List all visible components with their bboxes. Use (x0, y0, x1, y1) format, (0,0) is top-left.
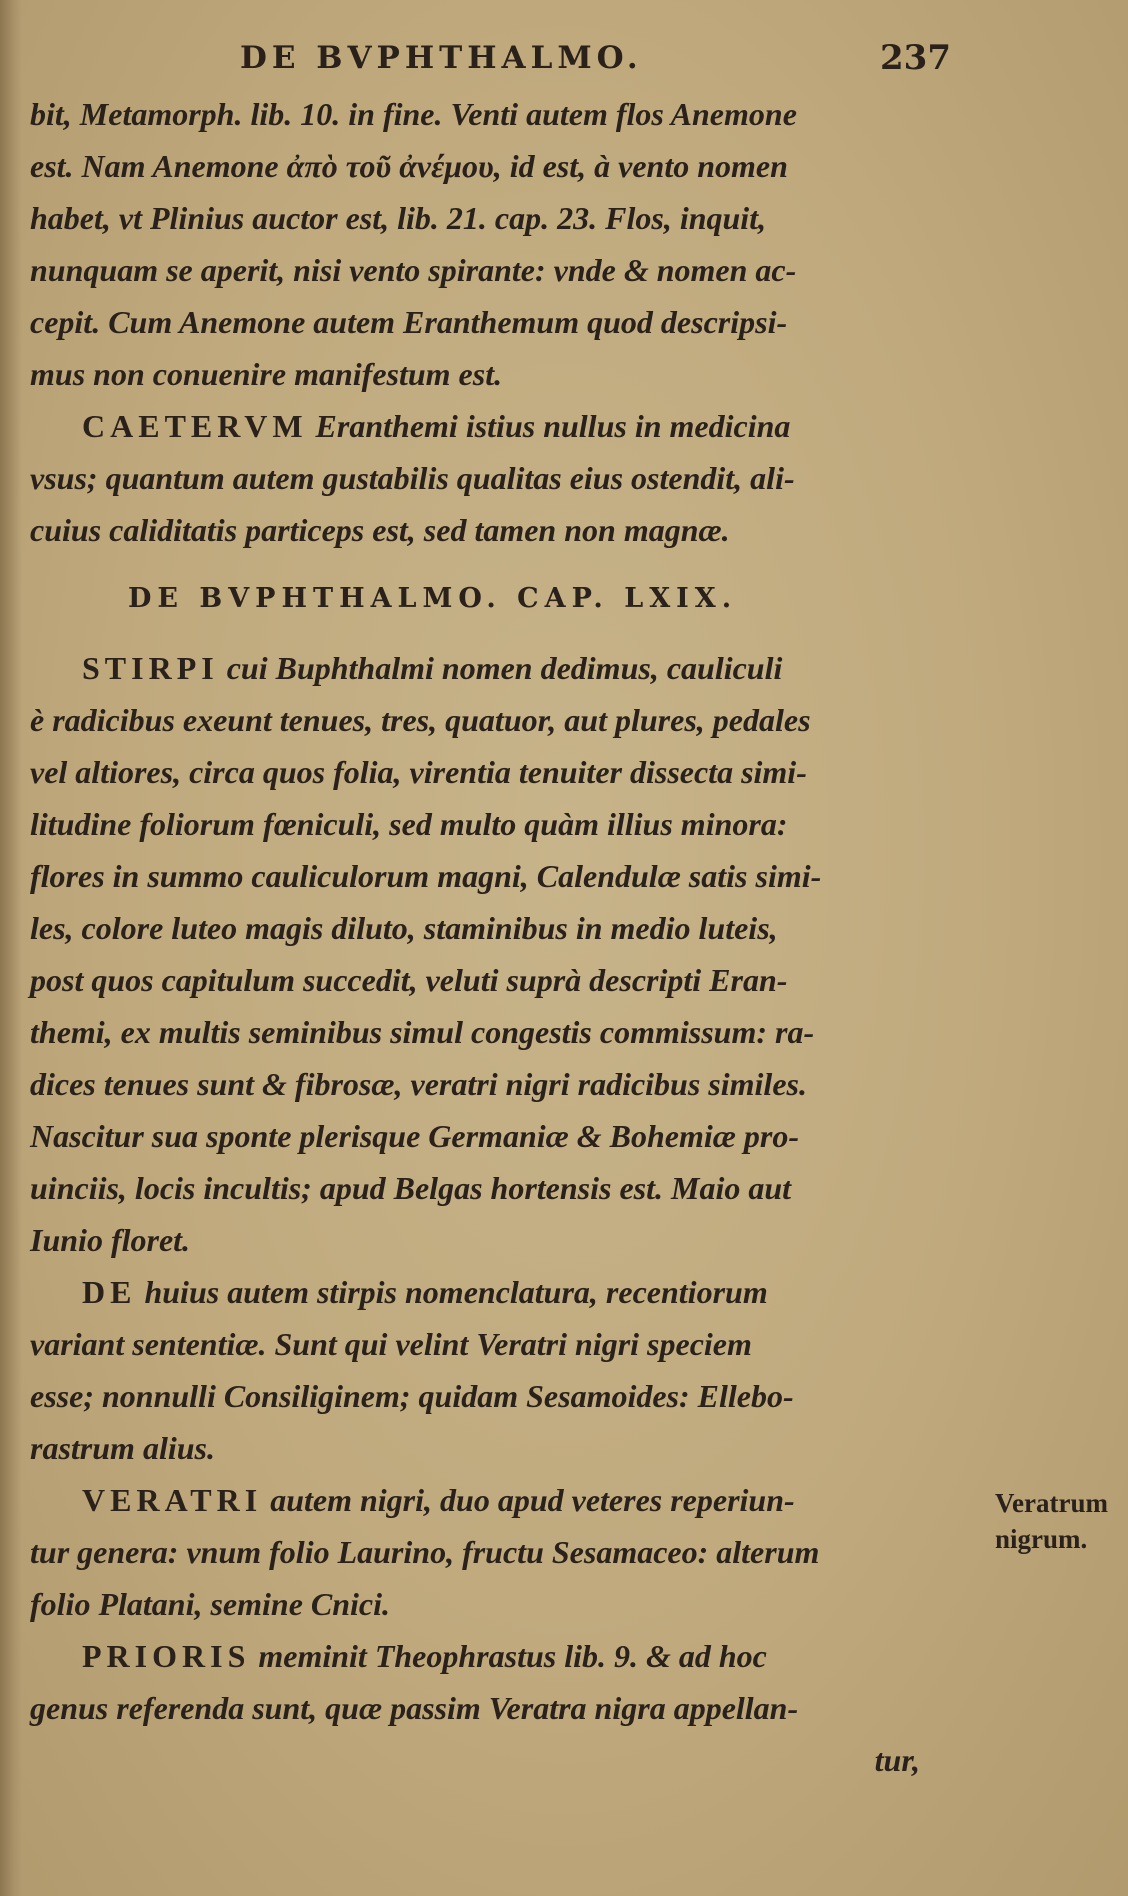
text-line: Nascitur sua sponte plerisque Germaniæ & Bohemiæ pro- (30, 1118, 799, 1154)
text-line: themi, ex multis seminibus simul congestis commissum: ra- (30, 1014, 815, 1050)
text-line: vel altiores, circa quos folia, virentia tenuiter dissecta simi- (30, 754, 807, 790)
paragraph-lead-word: DE (82, 1274, 137, 1310)
text-line: esse; nonnulli Consiliginem; quidam Sesamoides: Ellebo- (30, 1378, 794, 1414)
text-line: Eranthemi istius nullus in medicina (315, 408, 791, 444)
text-line: huius autem stirpis nomenclatura, recentiorum (144, 1274, 768, 1310)
page-number: 237 (880, 38, 951, 78)
paragraph-first-line (30, 1474, 950, 1526)
page-header (240, 38, 951, 80)
text-line: vsus; quantum autem gustabilis qualitas eius ostendit, ali- (30, 460, 795, 496)
text-line: les, colore luteo magis diluto, staminibus in medio luteis, (30, 910, 778, 946)
paragraph-lead-word: CAETERVM (82, 408, 308, 444)
text-line: è radicibus exeunt tenues, tres, quatuor, aut plures, pedales (30, 702, 811, 738)
text-line: mus non conuenire manifestum est. (30, 356, 503, 392)
text-line: folio Platani, semine Cnici. (30, 1586, 391, 1622)
text-line: cui Buphthalmi nomen dedimus, cauliculi (226, 650, 783, 686)
margin-note-line: nigrum. (995, 1524, 1088, 1554)
text-line: post quos capitulum succedit, veluti suprà descripti Eran- (30, 962, 788, 998)
paragraph-first-line (30, 1266, 950, 1318)
text-line: dices tenues sunt & fibrosæ, veratri nigri radicibus similes. (30, 1066, 807, 1102)
paragraph-first-line (30, 1630, 950, 1682)
catchword: tur, (874, 1742, 920, 1778)
body-text (30, 88, 950, 1786)
chapter-heading: DE BVPHTHALMO. CAP. LXIX. (128, 583, 738, 614)
text-line: tur genera: vnum folio Laurino, fructu Sesamaceo: alterum (30, 1534, 820, 1570)
paragraph-first-line (30, 642, 950, 694)
text-line: rastrum alius. (30, 1430, 215, 1466)
text-line: habet, vt Plinius auctor est, lib. 21. cap. 23. Flos, inquit, (30, 200, 767, 236)
text-line: litudine foliorum fœniculi, sed multo quàm illius minora: (30, 806, 788, 842)
text-line: bit, Metamorph. lib. 10. in fine. Venti autem flos Anemone (30, 96, 797, 132)
running-title: DE BVPHTHALMO. (240, 40, 643, 76)
paragraph-lead-word: PRIORIS (82, 1638, 251, 1674)
page-gutter-shadow (0, 0, 22, 1896)
text-line: Iunio floret. (30, 1222, 191, 1258)
text-line: flores in summo cauliculorum magni, Calendulæ satis simi- (30, 858, 822, 894)
text-line: cepit. Cum Anemone autem Eranthemum quod descripsi- (30, 304, 788, 340)
text-line: meminit Theophrastus lib. 9. & ad hoc (258, 1638, 767, 1674)
margin-note-line: Veratrum (995, 1488, 1108, 1518)
paragraph-lead-word: STIRPI (82, 650, 219, 686)
text-line: variant sententiæ. Sunt qui velint Veratri nigri speciem (30, 1326, 752, 1362)
text-line: nunquam se aperit, nisi vento spirante: vnde & nomen ac- (30, 252, 797, 288)
text-line: cuius caliditatis particeps est, sed tamen non magnæ. (30, 512, 730, 548)
text-line: genus referenda sunt, quæ passim Veratra nigra appellan- (30, 1690, 799, 1726)
text-line: uinciis, locis incultis; apud Belgas hortensis est. Maio aut (30, 1170, 792, 1206)
paragraph-first-line (30, 400, 950, 452)
text-line: autem nigri, duo apud veteres reperiun- (270, 1482, 795, 1518)
paragraph-lead-word: VERATRI (82, 1482, 263, 1518)
text-line: est. Nam Anemone ἀπὸ τοῦ ἀνέμου, id est, à vento nomen (30, 148, 788, 184)
